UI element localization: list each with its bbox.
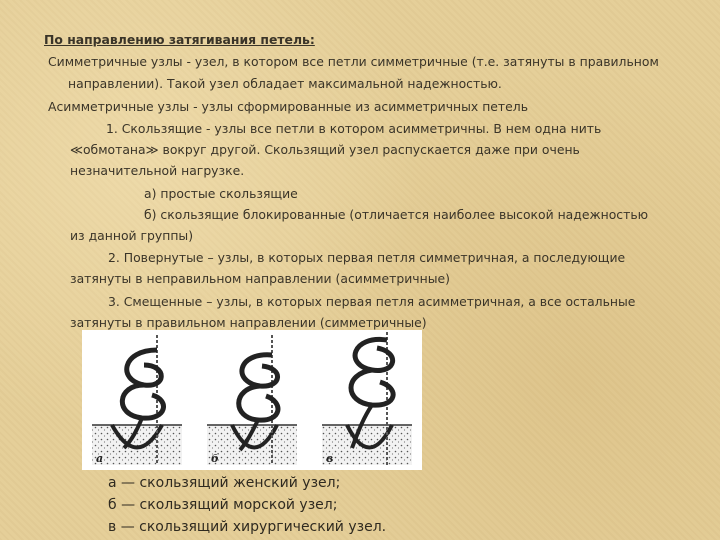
text-line: 3. Смещенные – узлы, в которых первая петля асимметричная, а все остальные (108, 294, 636, 309)
text-line: а) простые скользящие (144, 186, 298, 201)
text-line: ≪обмотана≫ вокруг другой. Скользящий узел распускается даже при очень (70, 142, 580, 157)
text-line: 2. Повернутые – узлы, в которых первая петля симметричная, а последующие (108, 250, 626, 265)
text-line: Асимметричные узлы - узлы сформированные из асимметричных петель (48, 99, 528, 114)
panel-label-a: а (96, 452, 104, 465)
text-line: направлении). Такой узел обладает максимальной надежностью. (68, 76, 502, 91)
figure-caption: а — скользящий женский узел; (108, 475, 341, 491)
knot-b-drawing (207, 335, 297, 465)
text-line: затянуты в правильном направлении (симметричные) (70, 315, 427, 330)
text-line: незначительной нагрузке. (70, 163, 245, 178)
text-line: из данной группы) (70, 228, 194, 243)
figure-caption: в — скользящий хирургический узел. (108, 519, 387, 535)
knots-figure (82, 330, 422, 470)
text-line: затянуты в неправильном направлении (асимметричные) (70, 271, 450, 286)
panel-label-v: в (326, 452, 334, 465)
text-line: Симметричные узлы - узел, в котором все петли симметричные (т.е. затянуты в правильном (48, 54, 659, 69)
slide-title: По направлению затягивания петель: (44, 32, 315, 47)
knot-v-drawing (322, 332, 412, 465)
text-line: б) скользящие блокированные (отличается наиболее высокой надежностью (144, 207, 649, 222)
text-line: 1. Скользящие - узлы все петли в котором асимметричны. В нем одна нить (106, 121, 602, 136)
panel-label-b: б (211, 452, 219, 465)
knot-a-drawing (92, 335, 182, 465)
figure-caption: б — скользящий морской узел; (108, 497, 338, 513)
